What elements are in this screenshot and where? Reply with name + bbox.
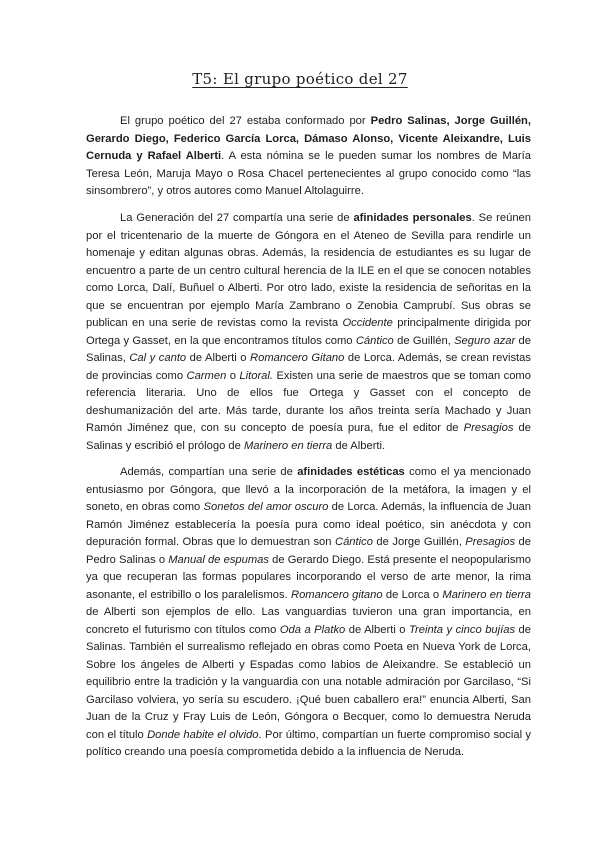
paragraph-aesthetic-affinities [86,464,531,762]
italic-title: Marinero en tierra [243,439,333,452]
text-run: de Salinas, [86,334,532,364]
text-run: de Lorca o [382,588,443,601]
text-run: Además, compartían una serie de [120,466,298,478]
paragraph-personal-affinities [86,210,531,455]
text-run: de Lorca. Además, la influencia de Juan Ramón Jiménez establecería la poesía pura como ideal poético, sin anécdota y con depuración formal. Obras que lo demuestran son [86,501,531,548]
text-run: . Por último, compartían un fuerte compromiso social y político creando una poesía comprometida debido a la influencia de Neruda. [86,728,532,758]
paragraph-authors [86,113,531,201]
text-run: . A esta nómina se le pueden sumar los nombres de María Teresa León, Maruja Mayo o Rosa Chacel pertenecientes al grupo conocido como “las sinsombrero”, y otros autores como Manuel Altolaguirre. [86,150,531,197]
text-run: El grupo poético del 27 estaba conformado por [120,115,371,127]
italic-title: Treinta y cinco bujías [409,623,516,636]
italic-title: Cántico [335,536,373,548]
text-run: . Se reúnen por el tricentenario de la muerte de Góngora en el Ateneo de Sevilla para rendirle un homenaje y editan algunas obras. Además, la residencia de estudiantes es su lugar de encuentro a parte de un centro cultural herencia de la ILE en el que se conocen notables como Lorca, Dalí, Buñuel o Alberti. Por otro lado, existe la residencia de señoritas en la que se encuentran por ejemplo María Zambrano o Zenobia Camprubí. Sus obras se publican en una serie de revistas como la revista [86,212,532,329]
text-run: o [226,369,240,382]
italic-title: Romancero gitano [291,588,383,601]
italic-title: Manual de espumas [168,553,269,566]
text-run: de Guillén, [393,334,455,347]
text-run: de Salinas. También el surrealismo reflejado en obras como Poeta en Nueva York de Lorca, Sobre los ángeles de Alberti y Espadas como labios de Aleixandre. Se estableció un equilibrio entre la tradición y la vanguardia con una notable admiración por Garcilaso, “Si Garcilaso volviera, yo sería su escudero. ¡Qué buen caballero era!” enuncia Alberti, San Juan de la Cruz y Fray Luis de León, Góngora o Becquer, como lo demuestra Neruda con el título [86,623,531,741]
text-run: de Salinas y escribió el prólogo de [86,422,531,452]
document-title: T5: El grupo poético del 27 [192,70,408,88]
text-run: de Alberti o [186,352,251,364]
text-run: de Alberti son ejemplos de ello. Las vanguardias tuvieron una gran importancia, en concreto el futurismo con títulos como [86,606,531,636]
italic-title: Romancero Gitano [250,352,345,364]
text-run: Existen una serie de maestros que se toman como referencia literaria. Uno de ellos fue Ortega y Gasset con el concepto de deshumanización del arte. Más tarde, durante los años treinta sería Machado y Juan Ramón Jiménez que, con su concepto de poesía pura, fue el editor de [86,369,531,434]
text-run: de Lorca. Además, se crean revistas de provincias como [86,352,531,382]
italic-title: Occidente [342,317,393,329]
italic-title: Litoral. [239,369,273,382]
italic-title: Carmen [186,369,227,382]
text-run: como el ya mencionado entusiasmo por Góngora, que llevó a la incorporación de la metáfora, la imagen y el soneto, en obras como [86,466,531,513]
italic-title: Presagios [465,536,516,548]
text-run: de Alberti o [345,623,410,636]
text-run: principalmente dirigida por Ortega y Gasset, en la que encontramos títulos como [86,317,532,347]
bold-text: Pedro Salinas, Jorge Guillén, Gerardo Diego, Federico García Lorca, Dámaso Alonso, Vicente Aleixandre, Luis Cernuda y Rafael Alberti [86,115,531,162]
italic-title: Sonetos del amor oscuro [203,501,329,513]
italic-title: Seguro azar [454,334,516,347]
bold-text: afinidades estéticas [297,466,405,478]
italic-title: Oda a Platko [279,623,346,636]
text-run: de Pedro Salinas o [86,536,531,566]
italic-title: Cántico [355,334,394,347]
italic-title: Donde habite el olvido [147,728,259,741]
bold-text: afinidades personales [353,212,472,224]
text-run: de Jorge Guillén, [372,536,466,548]
text-run: La Generación del 27 compartía una serie de [120,212,354,224]
text-run: de Gerardo Diego. Está presente el neopopularismo ya que recuperan las formas populares incorporando el verso de arte menor, la rima asonante, el estribillo o los paralelismos. [86,553,532,601]
italic-title: Marinero en tierra [442,588,532,601]
italic-title: Presagios [463,422,514,434]
text-run: de Alberti. [332,439,386,452]
italic-title: Cal y canto [129,352,187,364]
